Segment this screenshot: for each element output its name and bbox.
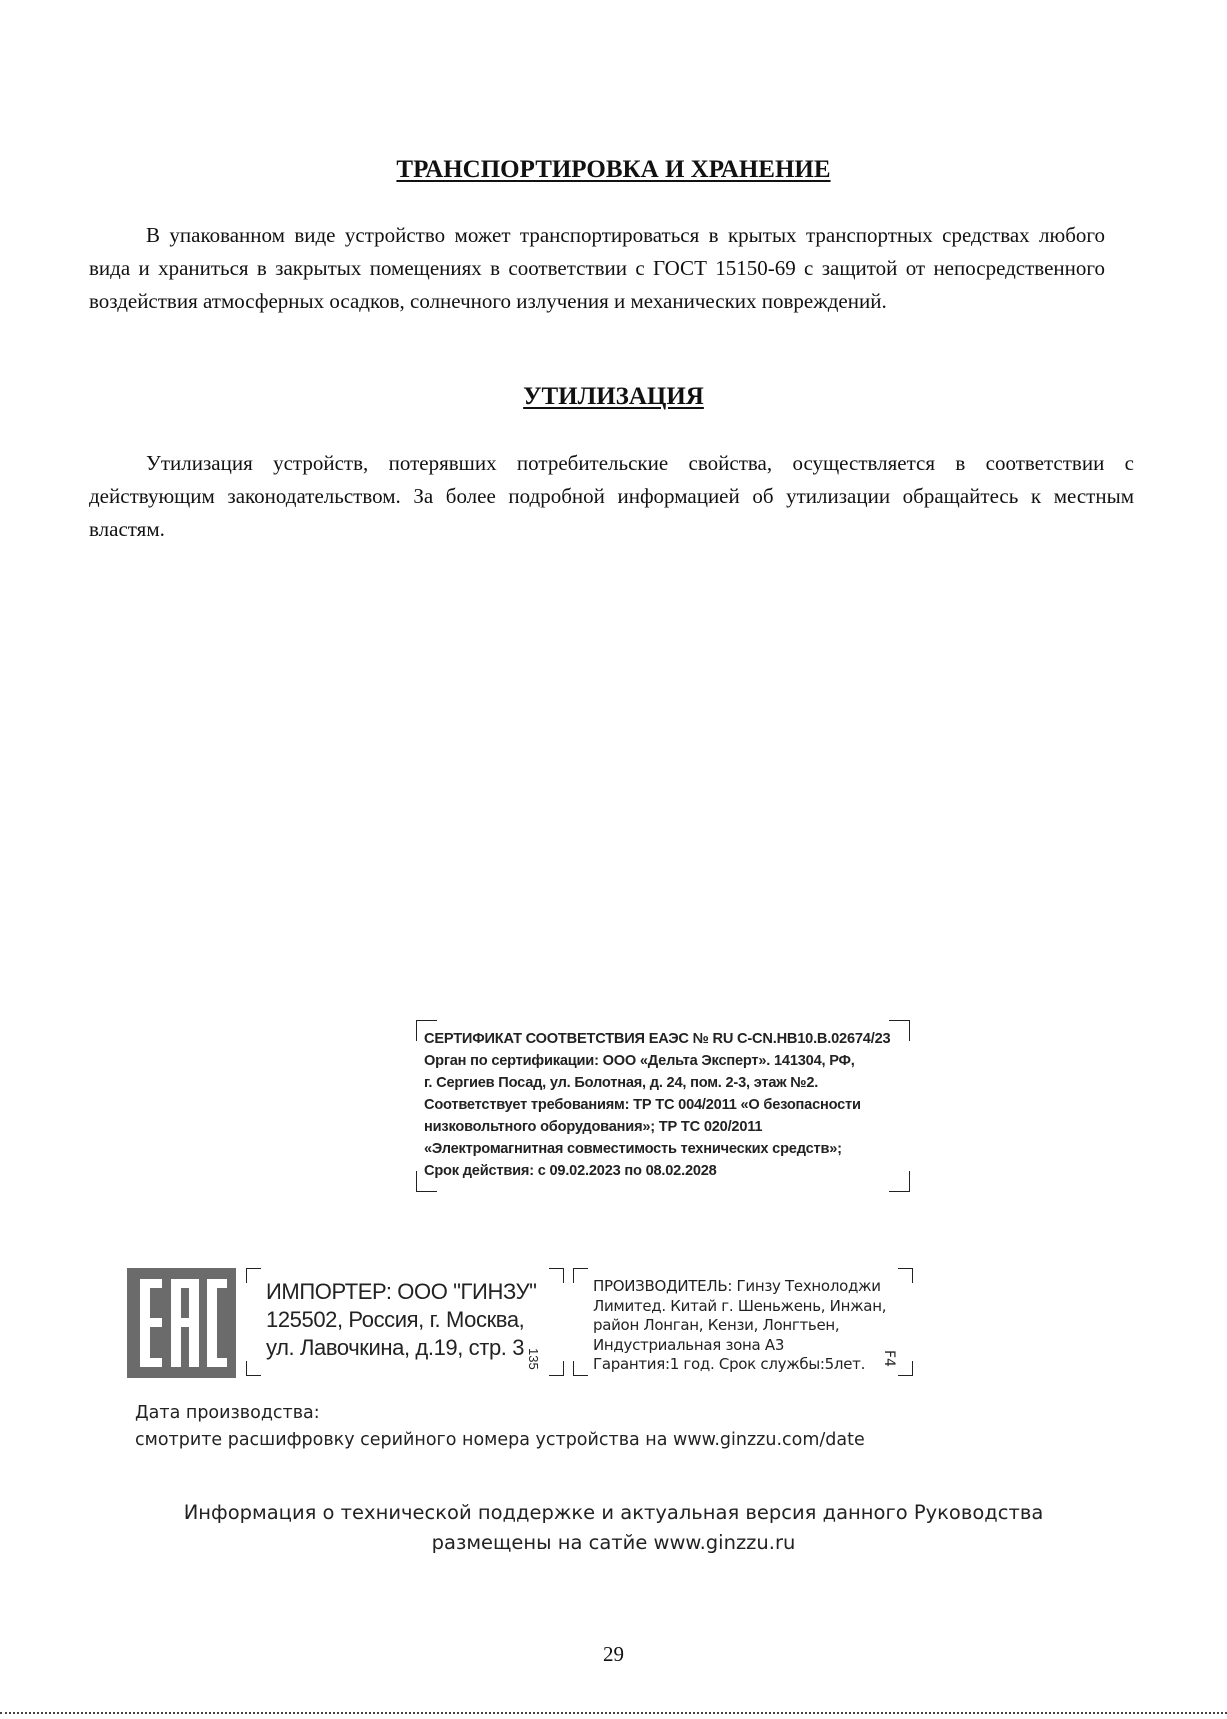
corner-mark	[549, 1268, 564, 1283]
disposal-paragraph: Утилизация устройств, потерявших потребительские свойства, осуществляется в соответствии с действующим законодательством. За более подробной информацией об утилизации обращайтесь к местным властям.	[89, 451, 1134, 541]
production-date-label: Дата производства:	[135, 1403, 320, 1423]
importer-line: ИМПОРТЕР: ООО "ГИНЗУ"	[266, 1279, 537, 1304]
importer-block	[246, 1268, 564, 1376]
producer-line: Гарантия:1 год. Срок службы:5лет.	[593, 1355, 866, 1373]
producer-block	[573, 1268, 913, 1376]
certificate-text	[424, 1028, 914, 1182]
producer-line: район Лонган, Кензи, Лонгтьен,	[593, 1316, 840, 1334]
producer-code: F4	[881, 1350, 897, 1367]
certificate-line: «Электромагнитная совместимость технических средств»;	[424, 1141, 842, 1157]
corner-mark	[246, 1361, 261, 1376]
certificate-block	[416, 1020, 910, 1192]
support-line: размещены на сатйе www.ginzzu.ru	[431, 1531, 796, 1554]
certificate-line: г. Сергиев Посад, ул. Болотная, д. 24, пом. 2-3, этаж №2.	[424, 1075, 819, 1091]
corner-mark	[573, 1361, 588, 1376]
production-date	[135, 1400, 865, 1454]
certificate-line: Соответствует требованиям: ТР ТС 004/2011 «О безопасности	[424, 1097, 861, 1113]
producer-line: Лимитед. Китай г. Шеньжень, Инжан,	[593, 1296, 887, 1315]
corner-mark	[898, 1361, 913, 1376]
transport-heading: ТРАНСПОРТИРОВКА И ХРАНЕНИЕ	[396, 156, 831, 183]
certificate-line: СЕРТИФИКАТ СООТВЕТСТВИЯ ЕАЭС № RU C-CN.НВ10.В.02674/23	[424, 1031, 891, 1047]
disposal-heading: УТИЛИЗАЦИЯ	[523, 383, 704, 410]
importer-line: 125502, Россия, г. Москва,	[266, 1307, 525, 1332]
importer-line: ул. Лавочкина, д.19, стр. 3	[266, 1335, 525, 1360]
bottom-divider	[0, 1712, 1227, 1714]
certificate-line: Орган по сертификации: ООО «Дельта Эксперт». 141304, РФ,	[424, 1053, 855, 1069]
producer-line: Индустриальная зона А3	[593, 1335, 785, 1354]
corner-mark	[549, 1361, 564, 1376]
page-number: 29	[603, 1642, 624, 1666]
eac-mark-icon	[127, 1268, 236, 1378]
certificate-line: Срок действия: с 09.02.2023 по 08.02.2028	[424, 1163, 717, 1179]
producer-line: ПРОИЗВОДИТЕЛЬ: Гинзу Технолоджи	[593, 1277, 881, 1295]
support-line: Информация о технической поддержке и актуальная версия данного Руководства	[183, 1501, 1044, 1524]
producer-text	[593, 1277, 886, 1375]
corner-mark	[573, 1268, 588, 1283]
support-info	[0, 1498, 1227, 1558]
transport-paragraph: В упакованном виде устройство может транспортироваться в крытых транспортных средствах любого вида и храниться в закрытых помещениях в соответствии с ГОСТ 15150-69 с защитой от непосредственного воздействия атмосферных осадков, солнечного излучения и механических повреждений.	[89, 223, 1105, 313]
importer-code: 135	[526, 1348, 541, 1370]
corner-mark	[246, 1268, 261, 1283]
importer-text	[266, 1278, 537, 1362]
certificate-line: низковольтного оборудования»; ТР ТС 020/2011	[424, 1119, 763, 1135]
corner-mark	[898, 1268, 913, 1283]
production-date-text: смотрите расшифровку серийного номера устройства на www.ginzzu.com/date	[135, 1430, 865, 1450]
